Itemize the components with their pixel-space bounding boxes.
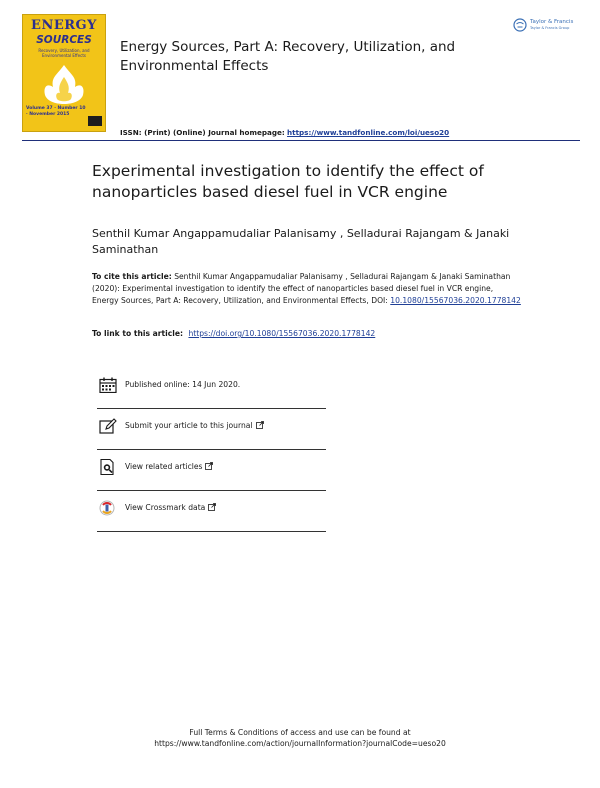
terms-footer xyxy=(60,727,540,749)
submit-article-label: Submit your article to this journal xyxy=(125,421,253,430)
action-divider xyxy=(97,490,326,491)
crossmark-icon xyxy=(99,500,117,516)
submit-article-link[interactable] xyxy=(125,421,264,430)
cite-doi-link[interactable]: 10.1080/15567036.2020.1778142 xyxy=(390,296,521,305)
published-online-label: Published online: 14 Jun 2020. xyxy=(125,380,241,389)
issn-line xyxy=(120,128,449,137)
action-divider xyxy=(97,408,326,409)
journal-cover xyxy=(22,14,106,132)
calendar-icon xyxy=(99,377,117,393)
publisher-logo-icon xyxy=(513,18,527,32)
related-articles-link[interactable] xyxy=(125,462,213,471)
header-divider xyxy=(22,140,580,141)
footer-terms-link[interactable]: https://www.tandfonline.com/action/journalInformation?journalCode=ueso20 xyxy=(154,739,446,748)
cite-label: To cite this article: xyxy=(92,272,172,281)
crossmark-label: View Crossmark data xyxy=(125,503,206,512)
edit-icon xyxy=(99,418,117,434)
article-authors: Senthil Kumar Angappamudaliar Palanisamy , Selladurai Rajangam & Janaki Saminathan xyxy=(92,227,510,256)
publisher-logo[interactable] xyxy=(513,17,585,35)
link-label: To link to this article: xyxy=(92,329,184,338)
published-online-row xyxy=(97,377,326,393)
cover-subtitle: Recovery, Utilization, and Environmental Effects xyxy=(38,48,90,58)
article-doi-link[interactable]: https://doi.org/10.1080/15567036.2020.1778142 xyxy=(188,329,376,338)
cover-title-line2: SOURCES xyxy=(36,34,92,46)
crossmark-link[interactable] xyxy=(125,503,216,512)
publisher-logo-sub: Taylor & Francis Group xyxy=(530,26,570,30)
related-articles-row[interactable] xyxy=(97,459,326,475)
cite-text: Senthil Kumar Angappamudaliar Palanisamy , Selladurai Rajangam & Janaki Saminathan (2020): Experimental investigation to identify the effect of nanoparticles based diesel fuel in VCR engine, Energy Sources, Part A: Recovery, Utilization, and Environmental Effects, DOI: xyxy=(92,272,511,305)
publisher-logo-name: Taylor & Francis xyxy=(530,19,574,25)
external-link-icon xyxy=(205,462,213,470)
search-document-icon xyxy=(99,459,117,475)
journal-title: Energy Sources, Part A: Recovery, Utilization, and Environmental Effects xyxy=(120,39,456,74)
crossmark-row[interactable] xyxy=(97,500,326,516)
external-link-icon xyxy=(208,503,216,511)
submit-article-row[interactable] xyxy=(97,418,326,434)
journal-homepage-link[interactable]: https://www.tandfonline.com/loi/ueso20 xyxy=(287,128,450,137)
external-link-icon xyxy=(256,421,264,429)
link-line xyxy=(92,329,375,338)
action-divider xyxy=(97,531,326,532)
flame-illustration-icon xyxy=(33,63,95,105)
cover-title-line1: ENERGY xyxy=(31,18,97,33)
cover-publisher-logo-icon xyxy=(88,116,102,126)
action-divider xyxy=(97,449,326,450)
citation-block xyxy=(92,271,522,307)
related-articles-label: View related articles xyxy=(125,462,203,471)
footer-line-1: Full Terms & Conditions of access and use can be found at xyxy=(189,728,411,737)
article-title: Experimental investigation to identify the effect of nanoparticles based diesel fuel in VCR engine xyxy=(92,162,484,201)
cover-volume: Volume 37 · Number 10 · November 2015 xyxy=(26,106,86,117)
issn-label: ISSN: (Print) (Online) Journal homepage: xyxy=(120,128,285,137)
